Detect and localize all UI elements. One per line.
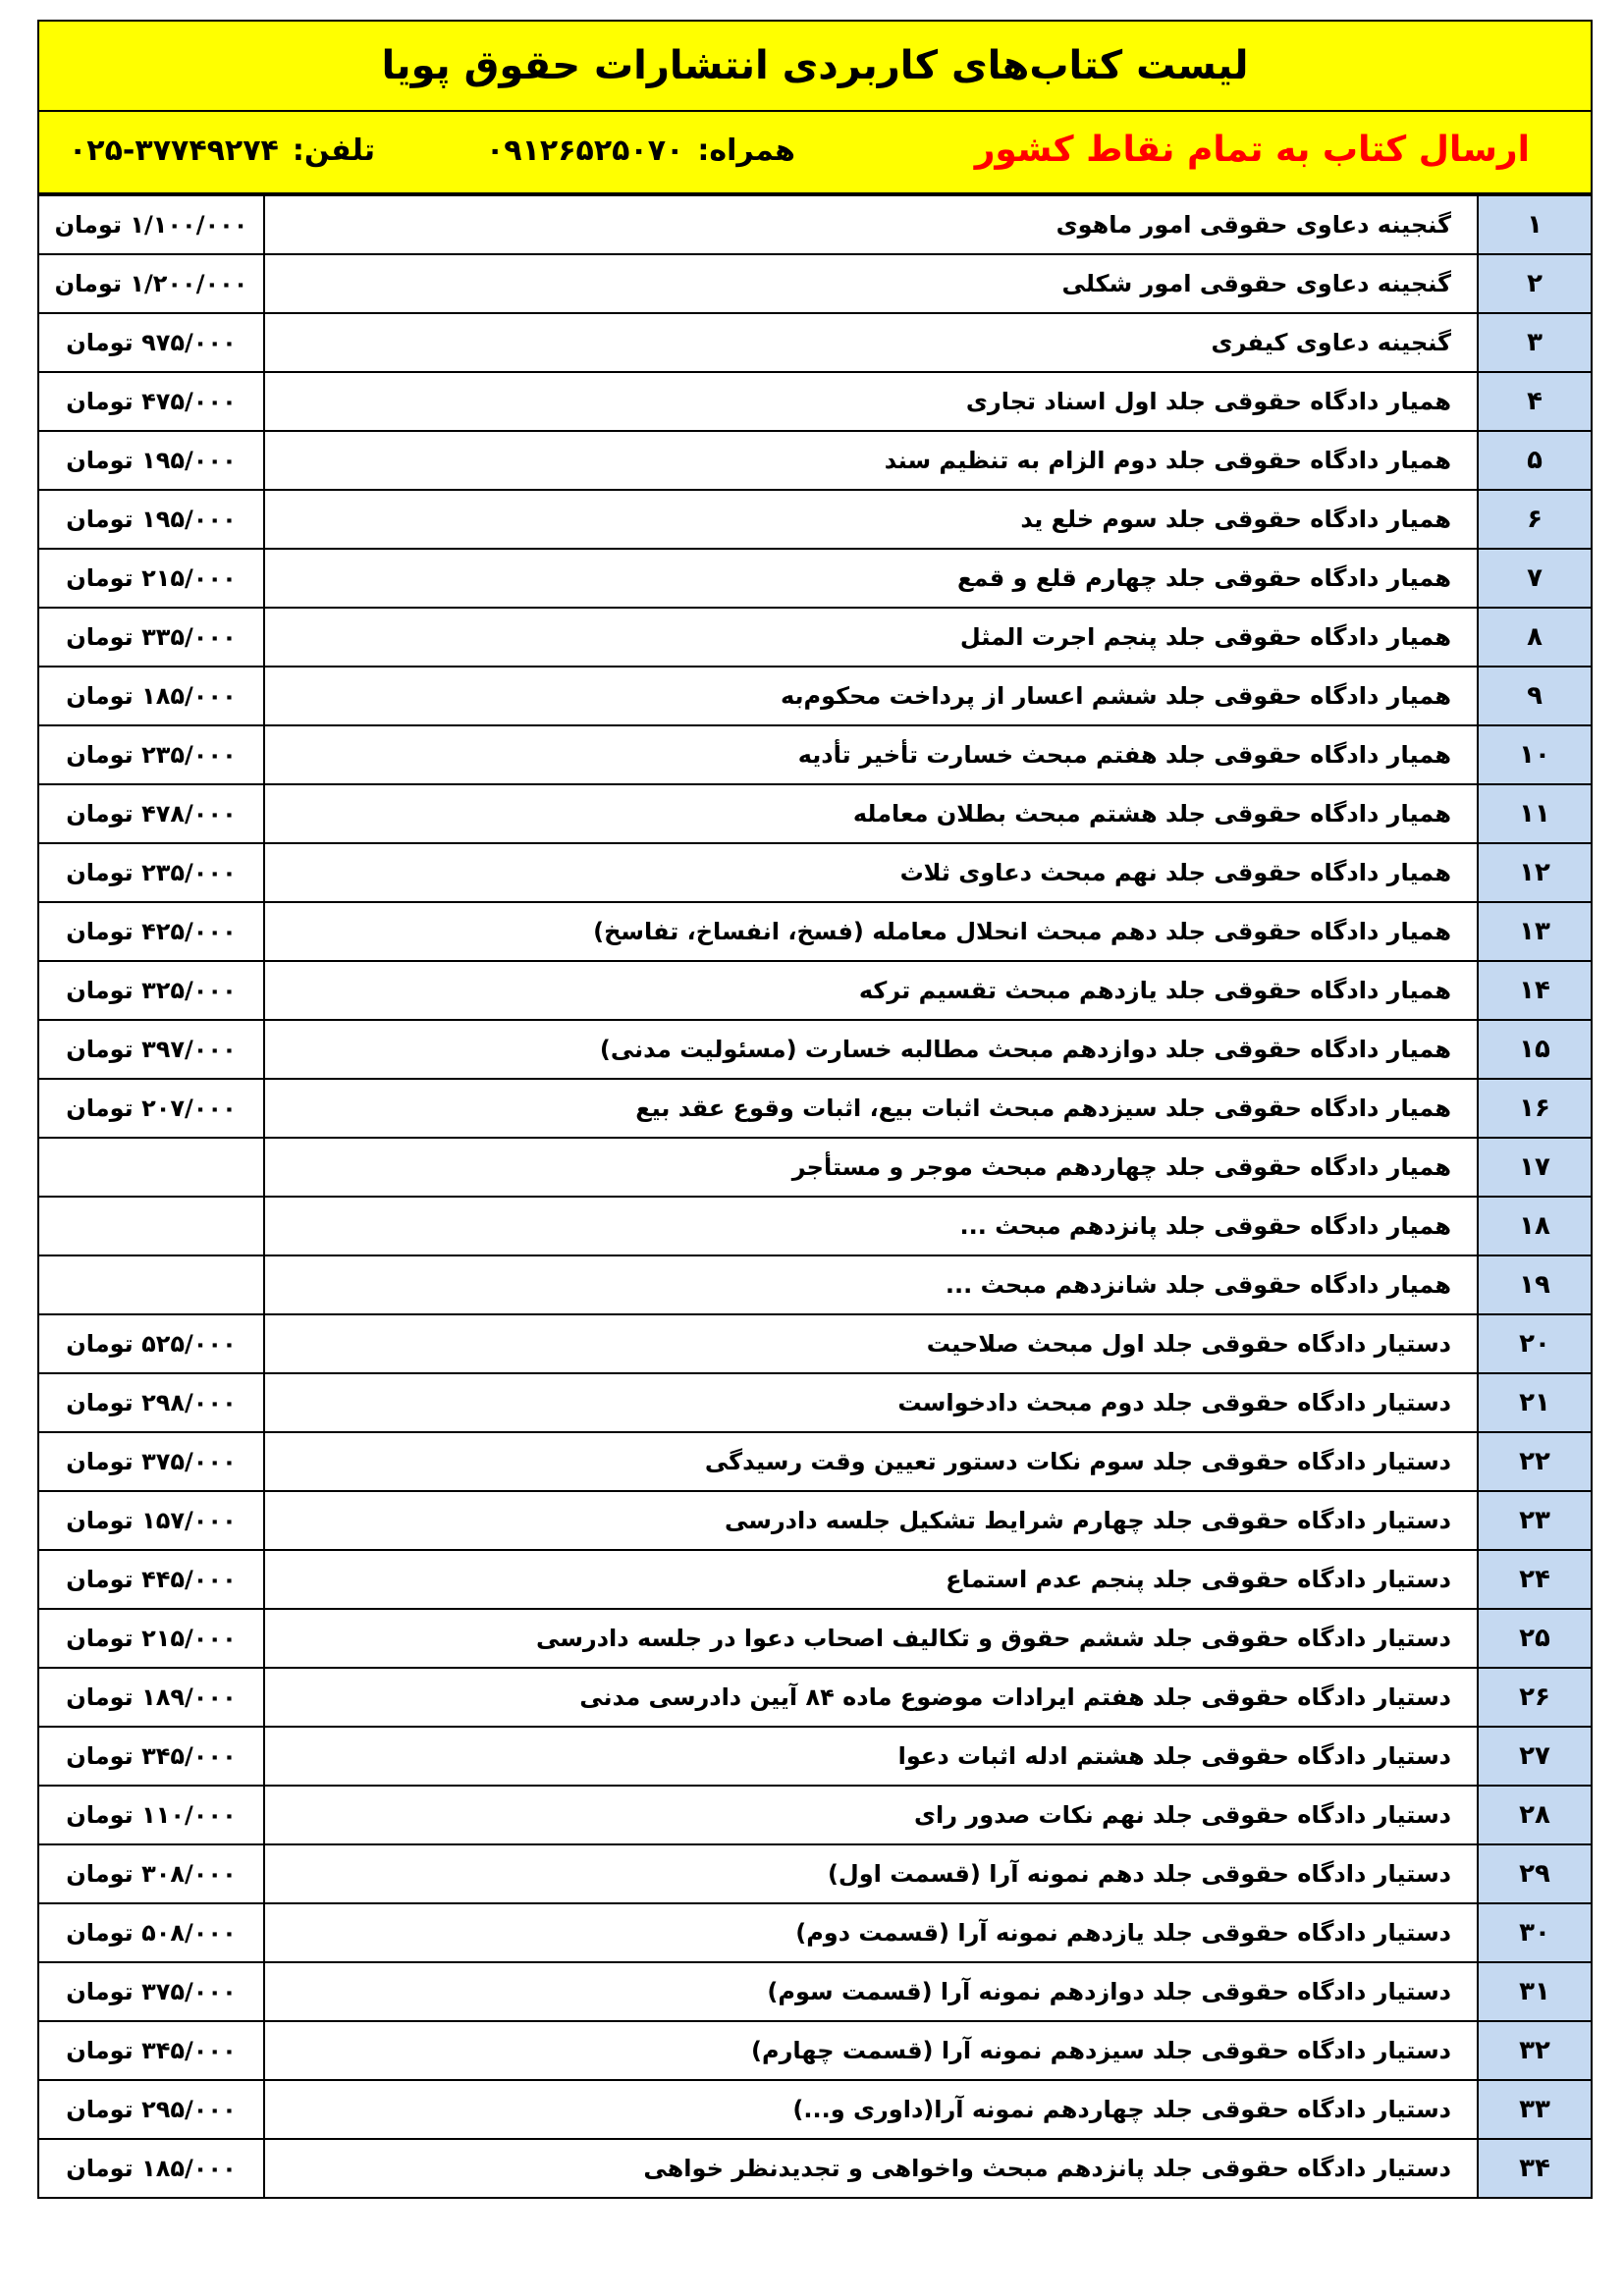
price-cell: ۳۷۵/۰۰۰ تومان	[38, 1962, 264, 2021]
table-row	[38, 313, 1592, 372]
price-cell: ۱۸۵/۰۰۰ تومان	[38, 2139, 264, 2198]
book-title-cell: همیار دادگاه حقوقی جلد پانزدهم مبحث ...	[264, 1197, 1478, 1255]
book-title-cell: همیار دادگاه حقوقی جلد دهم مبحث انحلال معامله (فسخ، انفساخ، تفاسخ)	[264, 902, 1478, 961]
row-number-cell: ۲۱	[1478, 1373, 1592, 1432]
book-title-cell: همیار دادگاه حقوقی جلد دوازدهم مبحث مطالبه خسارت (مسئولیت مدنی)	[264, 1020, 1478, 1079]
table-row	[38, 1609, 1592, 1668]
phone-number: ۰۲۵-۳۷۷۴۹۲۷۴	[69, 133, 279, 168]
price-cell: ۱۱۰/۰۰۰ تومان	[38, 1786, 264, 1844]
book-title-cell: دستیار دادگاه حقوقی جلد هفتم ایرادات موضوع ماده ۸۴ آیین دادرسی مدنی	[264, 1668, 1478, 1727]
row-number-cell: ۲	[1478, 254, 1592, 313]
price-cell: ۲۰۷/۰۰۰ تومان	[38, 1079, 264, 1138]
table-row	[38, 1491, 1592, 1550]
price-cell: ۲۱۵/۰۰۰ تومان	[38, 549, 264, 608]
row-number-cell: ۲۷	[1478, 1727, 1592, 1786]
table-row	[38, 1432, 1592, 1491]
row-number-cell: ۱۶	[1478, 1079, 1592, 1138]
row-number-cell: ۳۲	[1478, 2021, 1592, 2080]
price-cell: ۲۹۸/۰۰۰ تومان	[38, 1373, 264, 1432]
price-cell: ۳۷۵/۰۰۰ تومان	[38, 1432, 264, 1491]
row-number-cell: ۲۰	[1478, 1314, 1592, 1373]
table-row	[38, 1197, 1592, 1255]
price-cell: ۱۹۵/۰۰۰ تومان	[38, 431, 264, 490]
mobile-number: ۰۹۱۲۶۵۲۵۰۷۰	[486, 133, 684, 168]
price-cell: ۳۲۵/۰۰۰ تومان	[38, 961, 264, 1020]
row-number-cell: ۳	[1478, 313, 1592, 372]
book-title-cell: دستیار دادگاه حقوقی جلد سوم نکات دستور تعیین وقت رسیدگی	[264, 1432, 1478, 1491]
table-row	[38, 2080, 1592, 2139]
price-cell	[38, 1138, 264, 1197]
row-number-cell: ۱۵	[1478, 1020, 1592, 1079]
price-cell: ۱۹۵/۰۰۰ تومان	[38, 490, 264, 549]
book-title-cell: دستیار دادگاه حقوقی جلد سیزدهم نمونه آرا (قسمت چهارم)	[264, 2021, 1478, 2080]
table-row	[38, 1962, 1592, 2021]
book-table	[37, 194, 1593, 2199]
row-number-cell: ۲۸	[1478, 1786, 1592, 1844]
price-cell: ۱/۱۰۰/۰۰۰ تومان	[38, 195, 264, 254]
book-title-cell: گنجینه دعاوی کیفری	[264, 313, 1478, 372]
table-row	[38, 1138, 1592, 1197]
contact-bar	[37, 112, 1593, 194]
page-title: لیست کتاب‌های کاربردی انتشارات حقوق پویا	[381, 43, 1249, 88]
table-row	[38, 961, 1592, 1020]
table-row	[38, 1903, 1592, 1962]
book-title-cell: دستیار دادگاه حقوقی جلد ششم حقوق و تکالیف اصحاب دعوا در جلسه دادرسی	[264, 1609, 1478, 1668]
table-row	[38, 1668, 1592, 1727]
table-row	[38, 1550, 1592, 1609]
book-title-cell: دستیار دادگاه حقوقی جلد چهاردهم نمونه آرا(داوری و...)	[264, 2080, 1478, 2139]
row-number-cell: ۱۹	[1478, 1255, 1592, 1314]
price-cell: ۲۱۵/۰۰۰ تومان	[38, 1609, 264, 1668]
row-number-cell: ۶	[1478, 490, 1592, 549]
table-row	[38, 372, 1592, 431]
price-cell: ۲۹۵/۰۰۰ تومان	[38, 2080, 264, 2139]
table-row	[38, 725, 1592, 784]
row-number-cell: ۱۰	[1478, 725, 1592, 784]
book-title-cell: همیار دادگاه حقوقی جلد هفتم مبحث خسارت تأخیر تأدیه	[264, 725, 1478, 784]
book-title-cell: دستیار دادگاه حقوقی جلد اول مبحث صلاحیت	[264, 1314, 1478, 1373]
table-row	[38, 195, 1592, 254]
row-number-cell: ۴	[1478, 372, 1592, 431]
price-cell: ۹۷۵/۰۰۰ تومان	[38, 313, 264, 372]
book-title-cell: دستیار دادگاه حقوقی جلد پنجم عدم استماع	[264, 1550, 1478, 1609]
book-title-cell: همیار دادگاه حقوقی جلد هشتم مبحث بطلان معامله	[264, 784, 1478, 843]
book-title-cell: دستیار دادگاه حقوقی جلد نهم نکات صدور رای	[264, 1786, 1478, 1844]
price-cell: ۳۴۵/۰۰۰ تومان	[38, 1727, 264, 1786]
book-title-cell: دستیار دادگاه حقوقی جلد چهارم شرایط تشکیل جلسه دادرسی	[264, 1491, 1478, 1550]
price-cell: ۳۳۵/۰۰۰ تومان	[38, 608, 264, 667]
book-title-cell: همیار دادگاه حقوقی جلد نهم مبحث دعاوی ثلاث	[264, 843, 1478, 902]
table-row	[38, 2021, 1592, 2080]
book-title-cell: دستیار دادگاه حقوقی جلد دوازدهم نمونه آرا (قسمت سوم)	[264, 1962, 1478, 2021]
table-row	[38, 902, 1592, 961]
row-number-cell: ۱۴	[1478, 961, 1592, 1020]
table-row	[38, 1314, 1592, 1373]
row-number-cell: ۱۳	[1478, 902, 1592, 961]
book-title-cell: همیار دادگاه حقوقی جلد اول اسناد تجاری	[264, 372, 1478, 431]
row-number-cell: ۷	[1478, 549, 1592, 608]
row-number-cell: ۱۷	[1478, 1138, 1592, 1197]
row-number-cell: ۳۳	[1478, 2080, 1592, 2139]
table-row	[38, 1079, 1592, 1138]
price-cell: ۴۷۸/۰۰۰ تومان	[38, 784, 264, 843]
row-number-cell: ۱۱	[1478, 784, 1592, 843]
row-number-cell: ۲۴	[1478, 1550, 1592, 1609]
title-bar	[37, 20, 1593, 112]
price-cell: ۲۳۵/۰۰۰ تومان	[38, 725, 264, 784]
price-cell	[38, 1197, 264, 1255]
price-cell: ۱۸۵/۰۰۰ تومان	[38, 667, 264, 725]
price-cell: ۱/۲۰۰/۰۰۰ تومان	[38, 254, 264, 313]
row-number-cell: ۳۴	[1478, 2139, 1592, 2198]
table-row	[38, 549, 1592, 608]
row-number-cell: ۲۵	[1478, 1609, 1592, 1668]
book-title-cell: دستیار دادگاه حقوقی جلد دوم مبحث دادخواست	[264, 1373, 1478, 1432]
table-row	[38, 1727, 1592, 1786]
price-cell: ۲۳۵/۰۰۰ تومان	[38, 843, 264, 902]
price-cell: ۵۰۸/۰۰۰ تومان	[38, 1903, 264, 1962]
book-title-cell: دستیار دادگاه حقوقی جلد دهم نمونه آرا (قسمت اول)	[264, 1844, 1478, 1903]
table-row	[38, 2139, 1592, 2198]
shipping-notice: ارسال کتاب به تمام نقاط کشور	[974, 130, 1530, 170]
price-cell: ۴۴۵/۰۰۰ تومان	[38, 1550, 264, 1609]
mobile-info	[486, 133, 795, 168]
row-number-cell: ۲۳	[1478, 1491, 1592, 1550]
row-number-cell: ۱	[1478, 195, 1592, 254]
row-number-cell: ۳۱	[1478, 1962, 1592, 2021]
table-row	[38, 1844, 1592, 1903]
row-number-cell: ۱۸	[1478, 1197, 1592, 1255]
table-row	[38, 1020, 1592, 1079]
table-row	[38, 431, 1592, 490]
book-title-cell: دستیار دادگاه حقوقی جلد پانزدهم مبحث واخواهی و تجدیدنظر خواهی	[264, 2139, 1478, 2198]
price-cell: ۵۲۵/۰۰۰ تومان	[38, 1314, 264, 1373]
row-number-cell: ۸	[1478, 608, 1592, 667]
book-title-cell: همیار دادگاه حقوقی جلد پنجم اجرت المثل	[264, 608, 1478, 667]
price-cell: ۳۰۸/۰۰۰ تومان	[38, 1844, 264, 1903]
book-title-cell: همیار دادگاه حقوقی جلد سیزدهم مبحث اثبات بیع، اثبات وقوع عقد بیع	[264, 1079, 1478, 1138]
book-title-cell: دستیار دادگاه حقوقی جلد هشتم ادله اثبات دعوا	[264, 1727, 1478, 1786]
price-cell	[38, 1255, 264, 1314]
book-title-cell: گنجینه دعاوی حقوقی امور شکلی	[264, 254, 1478, 313]
price-cell: ۳۹۷/۰۰۰ تومان	[38, 1020, 264, 1079]
price-cell: ۴۲۵/۰۰۰ تومان	[38, 902, 264, 961]
price-cell: ۱۵۷/۰۰۰ تومان	[38, 1491, 264, 1550]
book-rows	[38, 195, 1592, 2198]
table-row	[38, 667, 1592, 725]
book-title-cell: همیار دادگاه حقوقی جلد یازدهم مبحث تقسیم ترکه	[264, 961, 1478, 1020]
phone-info	[69, 133, 375, 168]
table-row	[38, 1255, 1592, 1314]
table-row	[38, 784, 1592, 843]
table-row	[38, 490, 1592, 549]
table-row	[38, 1373, 1592, 1432]
row-number-cell: ۲۹	[1478, 1844, 1592, 1903]
row-number-cell: ۹	[1478, 667, 1592, 725]
mobile-label: همراه:	[697, 133, 795, 168]
book-list-sheet	[37, 20, 1593, 2199]
table-row	[38, 843, 1592, 902]
book-title-cell: همیار دادگاه حقوقی جلد چهاردهم مبحث موجر و مستأجر	[264, 1138, 1478, 1197]
book-title-cell: گنجینه دعاوی حقوقی امور ماهوی	[264, 195, 1478, 254]
price-cell: ۱۸۹/۰۰۰ تومان	[38, 1668, 264, 1727]
row-number-cell: ۱۲	[1478, 843, 1592, 902]
row-number-cell: ۲۲	[1478, 1432, 1592, 1491]
table-row	[38, 608, 1592, 667]
row-number-cell: ۵	[1478, 431, 1592, 490]
book-title-cell: همیار دادگاه حقوقی جلد سوم خلع ید	[264, 490, 1478, 549]
book-title-cell: همیار دادگاه حقوقی جلد ششم اعسار از پرداخت محکوم‌به	[264, 667, 1478, 725]
book-title-cell: همیار دادگاه حقوقی جلد شانزدهم مبحث ...	[264, 1255, 1478, 1314]
row-number-cell: ۲۶	[1478, 1668, 1592, 1727]
table-row	[38, 254, 1592, 313]
book-title-cell: دستیار دادگاه حقوقی جلد یازدهم نمونه آرا (قسمت دوم)	[264, 1903, 1478, 1962]
phone-label: تلفن:	[292, 133, 375, 168]
book-title-cell: همیار دادگاه حقوقی جلد چهارم قلع و قمع	[264, 549, 1478, 608]
book-title-cell: همیار دادگاه حقوقی جلد دوم الزام به تنظیم سند	[264, 431, 1478, 490]
table-row	[38, 1786, 1592, 1844]
row-number-cell: ۳۰	[1478, 1903, 1592, 1962]
price-cell: ۳۴۵/۰۰۰ تومان	[38, 2021, 264, 2080]
price-cell: ۴۷۵/۰۰۰ تومان	[38, 372, 264, 431]
